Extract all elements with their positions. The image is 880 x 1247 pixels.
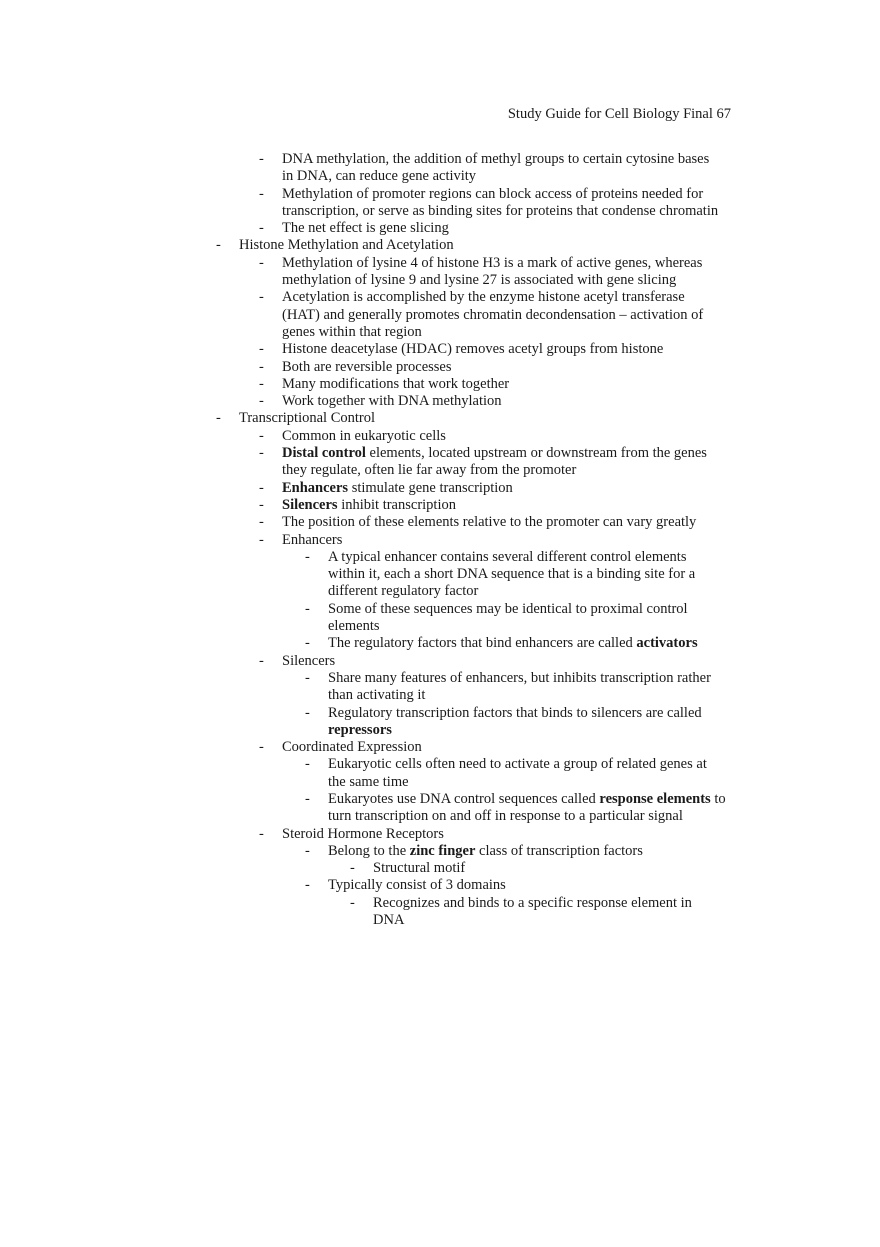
bold-term: repressors [328,721,392,738]
item-text: Typically consist of 3 domains [328,877,506,894]
bullet-dash-icon: - [305,704,310,721]
outline-item-level-1 [0,826,724,843]
bullet-dash-icon: - [259,220,264,237]
bullet-dash-icon: - [259,825,264,842]
outline-item-level-1 [0,445,724,480]
bullet-dash-icon: - [305,548,310,565]
outline-item-level-1 [0,428,724,445]
item-text: Steroid Hormone Receptors [282,825,444,842]
outline-item-level-1 [0,289,724,341]
bullet-dash-icon: - [305,756,310,773]
item-text: Eukaryotic cells often need to activate a group of related genes at the same time [328,756,707,790]
outline-item-level-1 [0,532,724,549]
item-text: Eukaryotes use DNA control sequences called [328,790,600,807]
item-text: Regulatory transcription factors that binds to silencers are called [328,704,702,721]
outline-item-level-1 [0,359,724,376]
outline-item-level-1 [0,514,724,531]
outline-item-level-1 [0,497,724,514]
item-text: The position of these elements relative to the promoter can vary greatly [282,514,697,531]
bullet-dash-icon: - [305,669,310,686]
bullet-dash-icon: - [259,151,264,167]
item-text: Histone Methylation and Acetylation [239,237,454,254]
item-text: Common in eukaryotic cells [282,427,446,444]
item-text: The regulatory factors that bind enhancers are called [328,635,637,652]
bold-term: activators [636,635,698,652]
bullet-dash-icon: - [259,358,264,375]
item-text: Many modifications that work together [282,375,510,392]
bold-term: Silencers [282,496,338,513]
bullet-dash-icon: - [259,341,264,358]
bullet-dash-icon: - [216,237,221,254]
item-text: to turn transcription on and off in response to a particular signal [328,790,726,825]
outline-item-level-0 [0,237,721,254]
item-text: Structural motif [373,860,466,877]
outline-item-level-1 [0,376,724,393]
bullet-dash-icon: - [305,842,310,859]
bullet-dash-icon: - [216,410,221,427]
item-text: Recognizes and binds to a specific response element in DNA [373,894,692,929]
outline-item-level-1 [0,653,724,670]
page-header: Study Guide for Cell Biology Final 67 [507,106,731,122]
outline-item-level-1 [0,480,724,497]
study-guide-outline [0,151,880,929]
bullet-dash-icon: - [259,375,264,392]
item-text: Transcriptional Control [239,410,376,427]
bullet-dash-icon: - [259,652,264,669]
bullet-dash-icon: - [259,496,264,513]
outline-item-level-2 [0,877,726,894]
item-text: class of transcription factors [475,842,643,859]
outline-item-level-1 [0,255,724,290]
item-text: The net effect is gene slicing [282,220,449,237]
bold-term: Distal control [282,445,366,462]
bold-term: response elements [599,790,711,807]
item-text: Both are reversible processes [282,358,452,375]
outline-item-level-2 [0,670,726,705]
item-text: stimulate gene transcription [348,479,513,496]
outline-item-level-1 [0,739,724,756]
item-text: Enhancers [282,531,343,548]
item-text: Silencers [282,652,336,669]
item-text: Some of these sequences may be identical to proximal control elements [328,600,688,635]
outline-item-level-2 [0,635,726,652]
item-text: Coordinated Expression [282,739,422,756]
bullet-dash-icon: - [305,877,310,894]
item-text: Methylation of lysine 4 of histone H3 is a mark of active genes, whereas methylation of lysine 9 and lysine 27 is associated with gene slicing [282,254,703,289]
outline-item-level-3 [0,860,711,877]
outline-item-level-1 [0,341,724,358]
bold-term: zinc finger [409,842,476,859]
bullet-dash-icon: - [259,739,264,756]
bullet-dash-icon: - [259,254,264,271]
outline-item-level-2 [0,843,726,860]
outline-item-level-2 [0,549,726,601]
item-text: Share many features of enhancers, but inhibits transcription rather than activating it [328,669,711,704]
bullet-dash-icon: - [305,790,310,807]
outline-item-level-0 [0,410,721,427]
outline-item-level-1 [0,220,724,237]
outline-item-level-1 [0,186,724,221]
item-text: DNA methylation, the addition of methyl groups to certain cytosine bases in DNA, can reduce gene activity [282,151,710,185]
bullet-dash-icon: - [259,514,264,531]
bullet-dash-icon: - [259,393,264,410]
bullet-dash-icon: - [259,531,264,548]
bullet-dash-icon: - [350,860,355,877]
item-text: Belong to the [328,842,410,859]
bullet-dash-icon: - [305,600,310,617]
bullet-dash-icon: - [259,479,264,496]
item-text: Methylation of promoter regions can block access of proteins needed for transcription, or serve as binding sites for proteins that condense chromatin [282,185,719,219]
bold-term: Enhancers [282,479,349,496]
item-text: Histone deacetylase (HDAC) removes acetyl groups from histone [282,341,664,358]
bullet-dash-icon: - [305,635,310,652]
item-text: elements, located upstream or downstream from the genes they regulate, often lie far away from the promoter [282,445,707,479]
outline-item-level-2 [0,705,726,740]
item-text: Acetylation is accomplished by the enzyme histone acetyl transferase (HAT) and generally promotes chromatin decondensation – activation of genes within that region [282,289,704,340]
item-text: A typical enhancer contains several different control elements within it, each a short DNA sequence that is a binding site for a different regulatory factor [328,548,696,600]
outline-item-level-2 [0,791,726,826]
bullet-dash-icon: - [259,445,264,462]
item-text: inhibit transcription [337,496,456,513]
bullet-dash-icon: - [259,289,264,306]
outline-item-level-2 [0,601,726,636]
outline-item-level-3 [0,895,711,930]
bullet-dash-icon: - [259,185,264,202]
outline-item-level-1 [0,151,724,186]
outline-item-level-1 [0,393,724,410]
item-text: Work together with DNA methylation [282,393,502,410]
outline-item-level-2 [0,756,726,791]
bullet-dash-icon: - [259,427,264,444]
bullet-dash-icon: - [350,894,355,911]
